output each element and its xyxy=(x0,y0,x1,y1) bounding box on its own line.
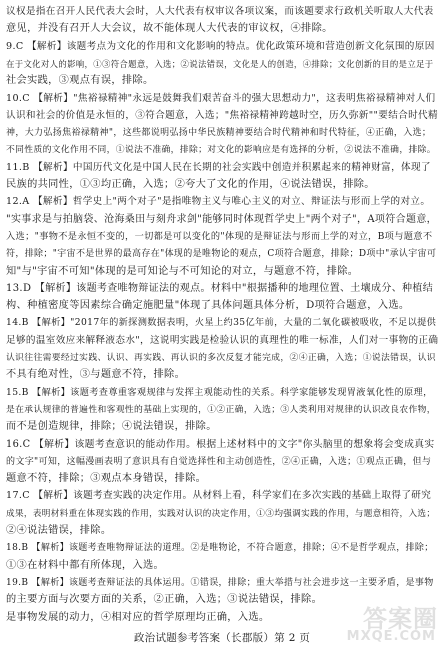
text-line: 的文字"可知，这幅漫画表明了意识具有自觉选择性和主动创造性，②④正确，入选；①观点正确，但与 xyxy=(6,456,432,467)
text-line: 不同性质的文化作用不同，①说法不准确，排除；对文化的影响应是有选择的分析，②说法不准确，排除。 xyxy=(6,145,436,156)
text-line: 认识往往需要经过实践、认识、再实践、再认识的多次反复才能完成，②④正确，入选；①说法错误，认识 xyxy=(6,353,436,363)
text-line: 9.C 【解析】该题考点为文化的作用和文化影响的特点。优化政策环境和营造创新文化氛围的原因 xyxy=(6,40,435,52)
text-line: 13.D 【解析】该题考查唯物辩证法的观点。材料中"根据播种的地理位置、土壤成分、种植结 xyxy=(6,282,434,294)
text-line: 15.B 【解析】该题考查尊重客观规律与发挥主观能动性的关系。科学家能够发现胃液氧化性的原理， xyxy=(6,386,433,398)
text-line: 17.C 【解析】该题考查实践的决定作用。从材料上看，科学家们在多次实践的基础上取得了研究 xyxy=(6,490,432,502)
text-line: 是事物发展的动力，④相对应的哲学原理均正确，入选。 xyxy=(6,611,270,623)
text-line: 构、种植密度等因素综合确定施肥量"体现了具体问题具体分析，D项符合题意，入选。 xyxy=(6,300,410,312)
text-line: 社会实践，③观点有误，排除。 xyxy=(6,75,154,87)
text-line: 足够的温室效应来解释液态水"，这说明实践是检验认识的真理性的唯一标准，人们对一事物的正确 xyxy=(6,334,439,346)
text-line: 而不是创造规律，排除；④说法错误，排除。 xyxy=(6,421,217,433)
watermark-text: 答案圈 xyxy=(363,605,438,633)
text-line: ②④说法错误，排除。 xyxy=(6,525,112,536)
text-line: 的主要方面与次要方面的关系，②正确，入选；③说法错误，排除。 xyxy=(6,594,323,606)
text-line: 符，排除；"宇宙不是世界的最高存在"体现的是唯物论的观点，C项符合题意，排除；D项中"承认宇宙可 xyxy=(6,249,437,260)
text-line: 认识和社会的价值是永恒的，③符合题意，入选；"焦裕禄精神跨越时空，历久弥新""要结合时代精 xyxy=(6,109,438,121)
page-footer: 政治试题参考答案（长郡版）第 2 页 xyxy=(133,632,311,644)
text-line: 19.B 【解析】该题考查辩证法的具体运用。①错误，排除；重大举措与社会进步这一主要矛盾，是事物 xyxy=(6,577,434,588)
text-line: 16.C 【解析】该题考查意识的能动作用。根据上述材料中的文字"你头脑里的想象将会变成真实 xyxy=(6,438,435,450)
text-line: ①③在材料中都有所体现，入选。 xyxy=(6,559,165,571)
text-line: 成果，表明材料重在体现实践的作用，实践对认识的决定作用，①③均强调实践的作用，与题意相符，入选； xyxy=(6,508,436,519)
text-line: 是在承认规律的普遍性和客观性的基础上实现的，①②正确，入选；③人类利用对规律的认识改良农作物， xyxy=(6,404,436,415)
text-line: 神，大力弘扬焦裕禄精神"，这些都说明弘扬中华民族精神要结合时代精神和时代特征，④正确，入选； xyxy=(6,128,432,139)
text-line: "实事求是与拍脑袋、沧海桑田与刻舟求剑"能够同时体现哲学史上"两个对子"，A项符合题意， xyxy=(6,213,438,225)
text-line: 民族的共同性，①③均正确，入选；②夸大了文化的作用，④说法错误，排除。 xyxy=(6,179,375,190)
text-line: 11.B 【解析】中国历代文化是中国人民在长期的社会实践中创造并积累起来的精神财富，体现了 xyxy=(6,161,431,173)
text-line: 18.B 【解析】该题考查唯物辩证法的道理。②是唯物论，不符合题意，排除；④不是哲学观点，排除； xyxy=(6,543,434,554)
text-line: 在于文化对人的影响，①③符合题意，入选；②说法错误，文化是人的创造，④排除；文化创新的目的是立足于 xyxy=(6,58,434,69)
text-line: 意见，并没有召开人大会议，故不能体现人大代表的审议权，④排除。 xyxy=(6,23,333,35)
text-line: 题意不符，排除；③观点本身错误，排除。 xyxy=(6,473,207,485)
text-line: 12.A 【解析】哲学史上"两个对子"是指唯物主义与唯心主义的对立、辩证法与形而上学的对立。 xyxy=(6,196,431,208)
text-line: 14.B 【解析】"2017年的新探测数据表明，火星上约35亿年前，大量的二氧化碳被吸收，不足以提供 xyxy=(6,317,437,329)
text-line: 议权是指在召开人民代表大会时，人大代表有权审议各项议案，而该题要求行政机关听取人大代表 xyxy=(6,6,434,17)
watermark-logo xyxy=(334,597,442,647)
text-line: 不具有绝对性，③与题意不符，排除。 xyxy=(6,369,186,381)
watermark-url: MXQE.COM xyxy=(346,629,436,644)
text-line: 入选；"事物不是永恒不变的，一切都是可以变化的"体现的是辩证法与形而上学的对立，B项与题意不 xyxy=(6,230,433,242)
text-line: 10.C 【解析】"焦裕禄精神"永远是鼓舞我们艰苦奋斗的强大思想动力"，这表明焦裕禄精神对人们 xyxy=(6,92,436,104)
text-line: 知"与"宇宙不可知"体现的是可知论与不可知论的对立，与题意不符，排除。 xyxy=(6,265,359,277)
